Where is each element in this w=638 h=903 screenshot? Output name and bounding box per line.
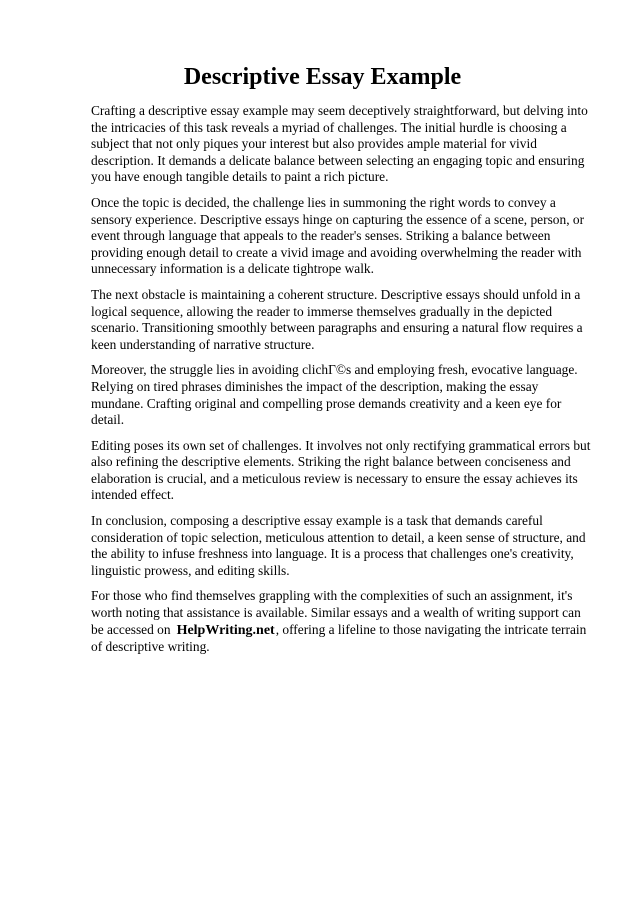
paragraph-6: In conclusion, composing a descriptive essay example is a task that demands careful consideration of topic selection, meticulous attention to detail, a keen sense of structure, and the ability to infuse freshness into language. It is a process that challenges one's creativity, linguistic prowess, and editing skills. <box>91 513 586 578</box>
document-title: Descriptive Essay Example <box>183 64 462 90</box>
paragraph-5: Editing poses its own set of challenges. It involves not only rectifying grammatical errors but also refining the descriptive elements. Striking the right balance between conciseness and elaboration is crucial, and a meticulous review is necessary to ensure the essay achieves its intended effect. <box>91 437 591 503</box>
paragraph-1: Crafting a descriptive essay example may seem deceptively straightforward, but delving into the intricacies of this task reveals a myriad of challenges. The initial hurdle is choosing a subject that not only piques your interest but also provides ample material for vivid description. It demands a delicate balance between selecting an engaging topic and ensuring you have enough tangible details to paint a rich picture. <box>91 103 588 185</box>
helpwriting-link[interactable]: HelpWriting.net <box>176 622 275 638</box>
paragraph-2: Once the topic is decided, the challenge lies in summoning the right words to convey a sensory experience. Descriptive essays hinge on capturing the essence of a scene, person, or event through language that appeals to the reader's senses. Striking a balance between providing enough detail to create a vivid image and avoiding overwhelming the reader with unnecessary information is a delicate tightrope walk. <box>91 194 585 277</box>
paragraph-4: Moreover, the struggle lies in avoiding clichГ©s and employing fresh, evocative language. Relying on tired phrases diminishes the impact of the description, making the essay mundane. Crafting original and compelling prose demands creativity and a keen eye for detail. <box>91 362 578 428</box>
paragraph-3: The next obstacle is maintaining a coherent structure. Descriptive essays should unfold in a logical sequence, allowing the reader to immerse themselves gradually in the depicted scenario. Transitioning smoothly between paragraphs and ensuring a natural flow requires a keen understanding of narrative structure. <box>91 286 583 352</box>
closing-text-before: For those who find themselves grappling with the complexities of such an assignment, it's worth noting that assistance is available. Similar essays and a wealth of writing support can be accessed on <box>91 588 581 637</box>
closing-paragraph <box>91 588 594 655</box>
closing-text-after: , offering a lifeline to those navigating the intricate terrain of descriptive writing. <box>91 621 587 655</box>
